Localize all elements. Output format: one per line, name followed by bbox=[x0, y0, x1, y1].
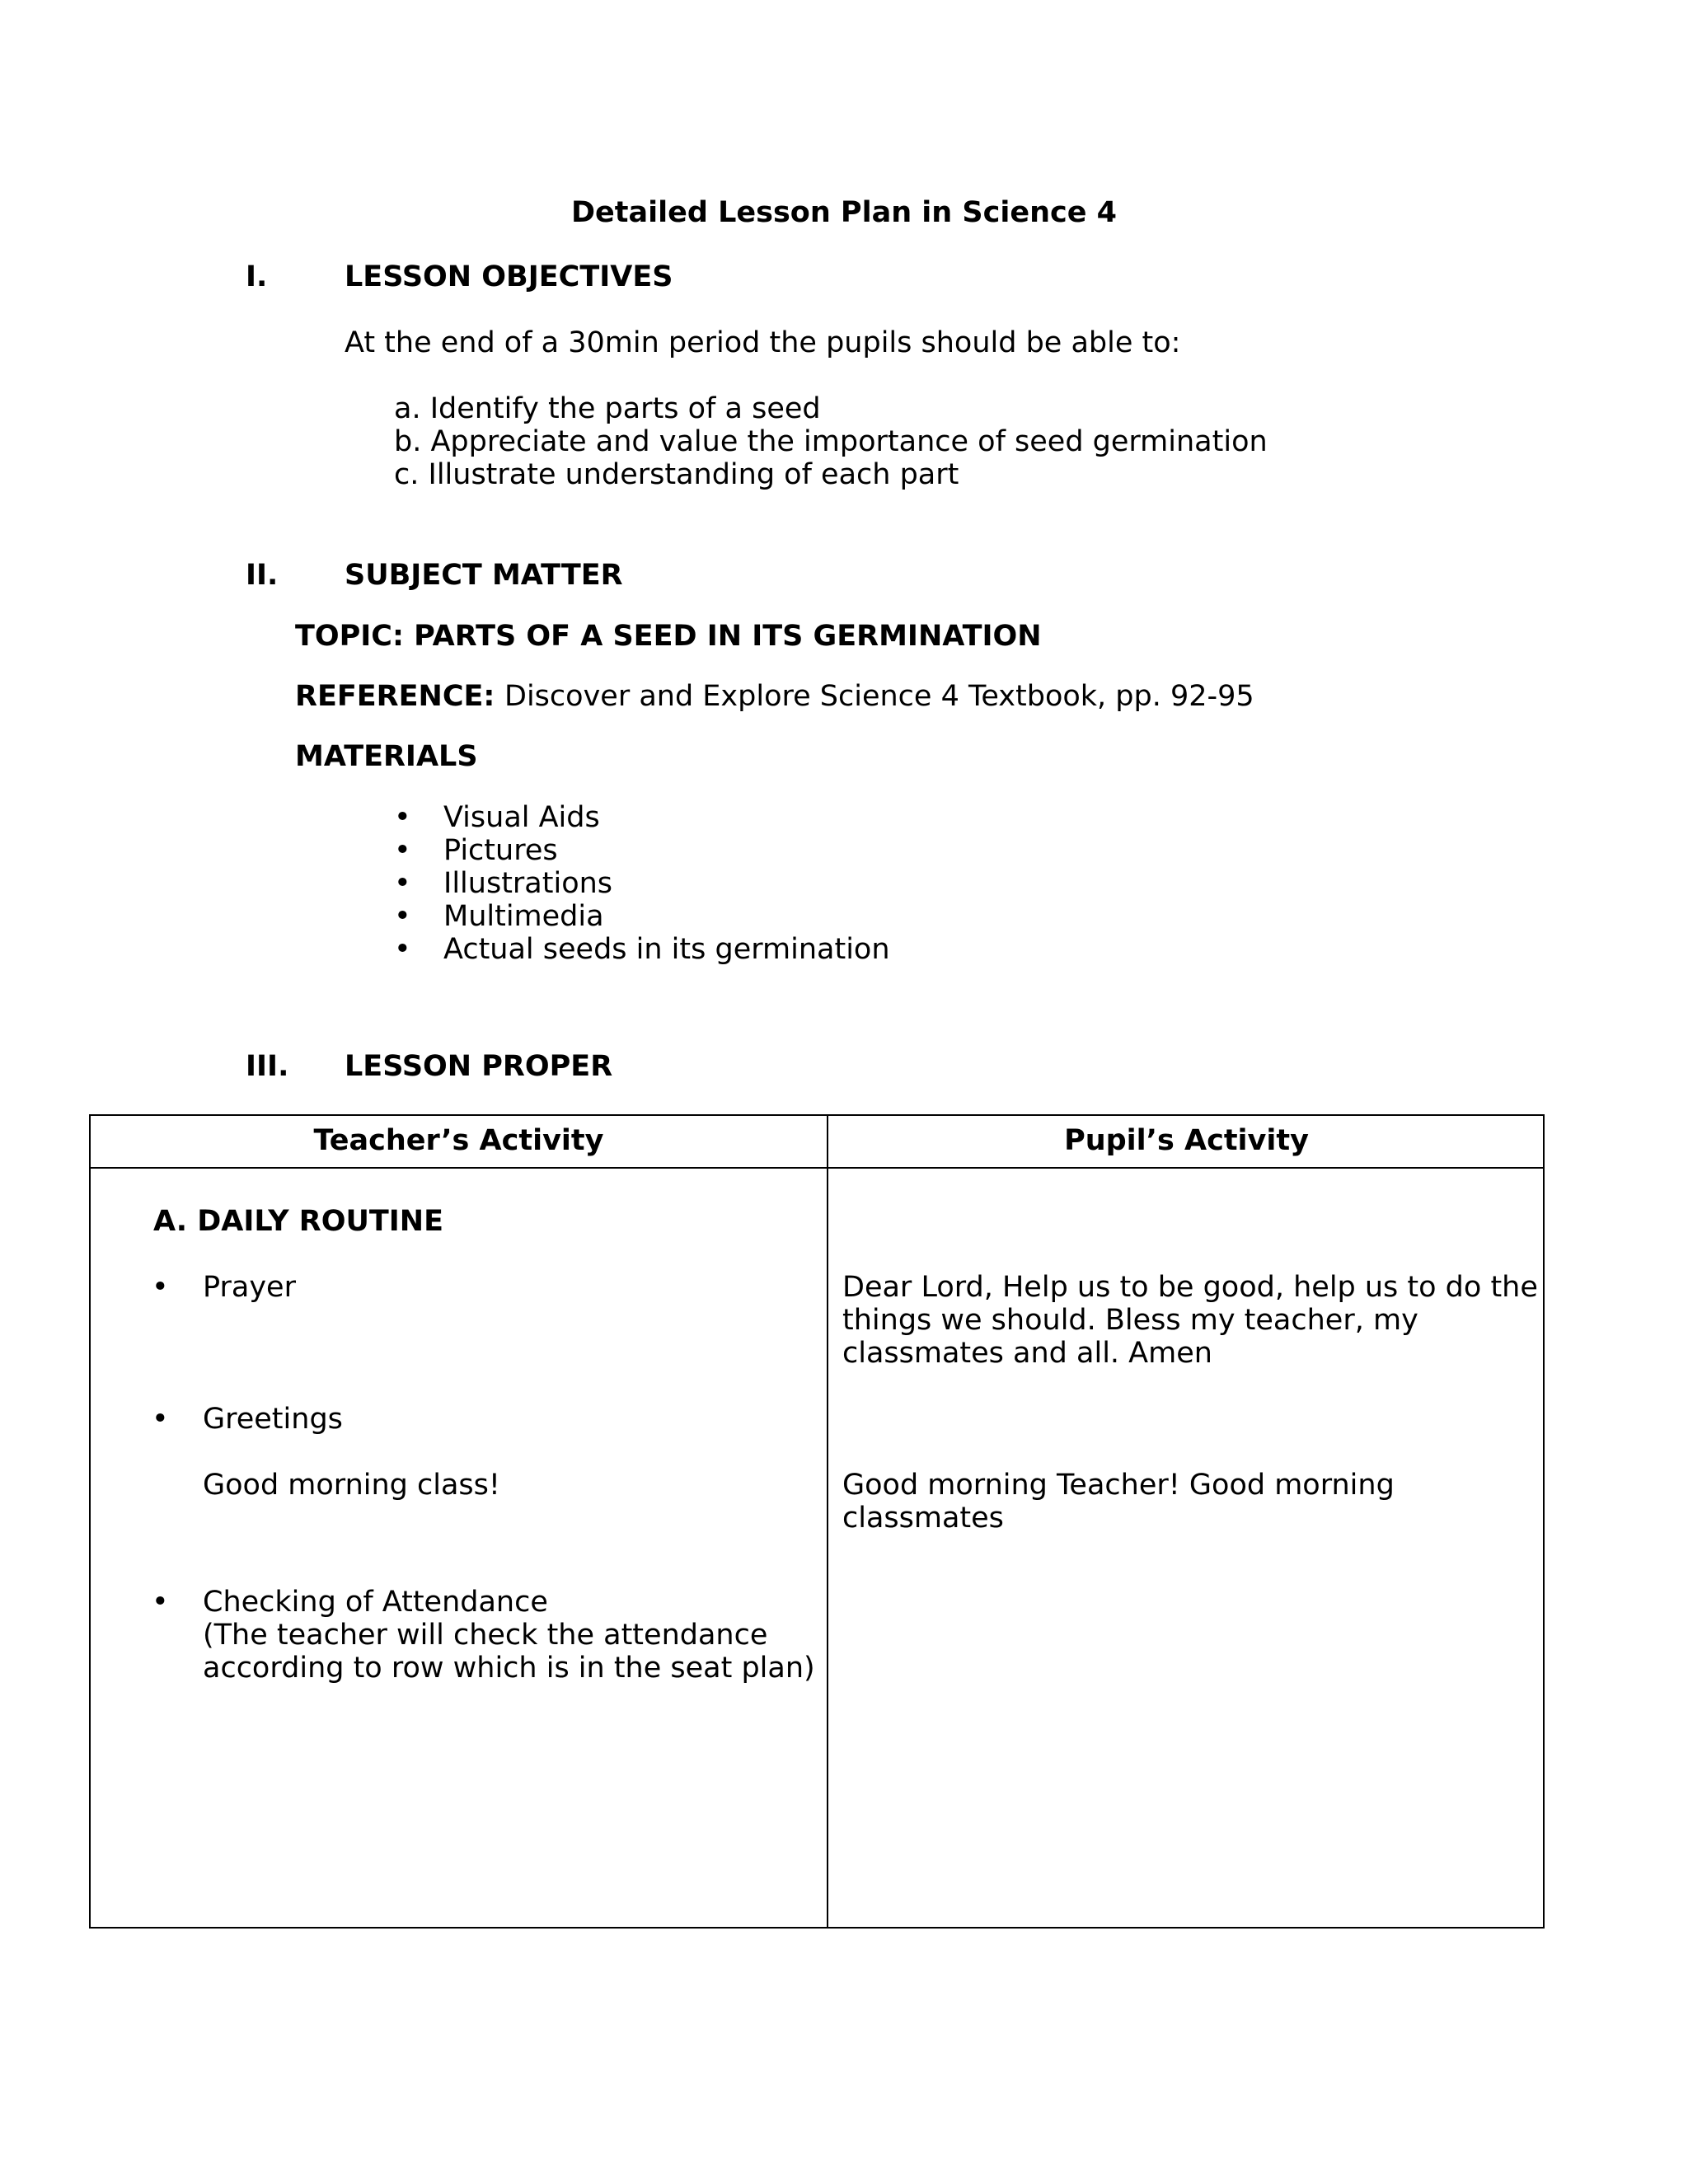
prayer-response: classmates and all. Amen bbox=[842, 1337, 1212, 1370]
document-title: Detailed Lesson Plan in Science 4 bbox=[570, 196, 1118, 229]
bullet-icon: • bbox=[394, 867, 411, 900]
section-heading-objectives: LESSON OBJECTIVES bbox=[345, 260, 673, 293]
material-item: Multimedia bbox=[443, 900, 604, 933]
column-divider bbox=[827, 1116, 828, 1927]
material-item: Actual seeds in its germination bbox=[443, 933, 890, 966]
bullet-icon: • bbox=[394, 900, 411, 933]
section-heading-subject-matter: SUBJECT MATTER bbox=[345, 559, 623, 592]
attendance-note: (The teacher will check the attendance bbox=[203, 1619, 768, 1652]
material-item: Visual Aids bbox=[443, 801, 600, 834]
daily-routine-heading: A. DAILY ROUTINE bbox=[153, 1205, 443, 1238]
section-number-objectives: I. bbox=[246, 260, 268, 293]
bullet-icon: • bbox=[152, 1271, 169, 1304]
routine-item-prayer: Prayer bbox=[203, 1271, 296, 1304]
topic-line: TOPIC: PARTS OF A SEED IN ITS GERMINATION bbox=[295, 620, 1042, 653]
section-heading-lesson-proper: LESSON PROPER bbox=[345, 1050, 613, 1083]
lesson-proper-table bbox=[89, 1114, 1545, 1929]
column-header-pupil: Pupil’s Activity bbox=[1064, 1124, 1309, 1157]
column-header-teacher: Teacher’s Activity bbox=[313, 1124, 604, 1157]
greeting-response: Good morning Teacher! Good morning bbox=[842, 1469, 1395, 1502]
objective-item: b. Appreciate and value the importance of seed germination bbox=[394, 425, 1268, 458]
prayer-response: Dear Lord, Help us to be good, help us to do the bbox=[842, 1271, 1538, 1304]
routine-item-greetings: Greetings bbox=[203, 1403, 343, 1436]
objective-item: c. Illustrate understanding of each part bbox=[394, 458, 959, 491]
section-number-lesson-proper: III. bbox=[246, 1050, 289, 1083]
bullet-icon: • bbox=[152, 1586, 169, 1619]
bullet-icon: • bbox=[394, 834, 411, 867]
reference-value: Discover and Explore Science 4 Textbook, pp. 92-95 bbox=[504, 680, 1254, 713]
material-item: Pictures bbox=[443, 834, 558, 867]
bullet-icon: • bbox=[394, 801, 411, 834]
materials-label: MATERIALS bbox=[295, 740, 478, 773]
objectives-intro: At the end of a 30min period the pupils should be able to: bbox=[345, 326, 1181, 359]
bullet-icon: • bbox=[152, 1403, 169, 1436]
bullet-icon: • bbox=[394, 933, 411, 966]
material-item: Illustrations bbox=[443, 867, 613, 900]
greeting-response: classmates bbox=[842, 1502, 1004, 1535]
teacher-greeting: Good morning class! bbox=[203, 1469, 500, 1502]
header-divider bbox=[91, 1167, 1543, 1169]
reference-label: REFERENCE: bbox=[295, 680, 495, 713]
prayer-response: things we should. Bless my teacher, my bbox=[842, 1304, 1418, 1337]
objective-item: a. Identify the parts of a seed bbox=[394, 392, 821, 425]
section-number-subject-matter: II. bbox=[246, 559, 279, 592]
attendance-note: according to row which is in the seat plan) bbox=[203, 1652, 815, 1685]
routine-item-attendance: Checking of Attendance bbox=[203, 1586, 548, 1619]
